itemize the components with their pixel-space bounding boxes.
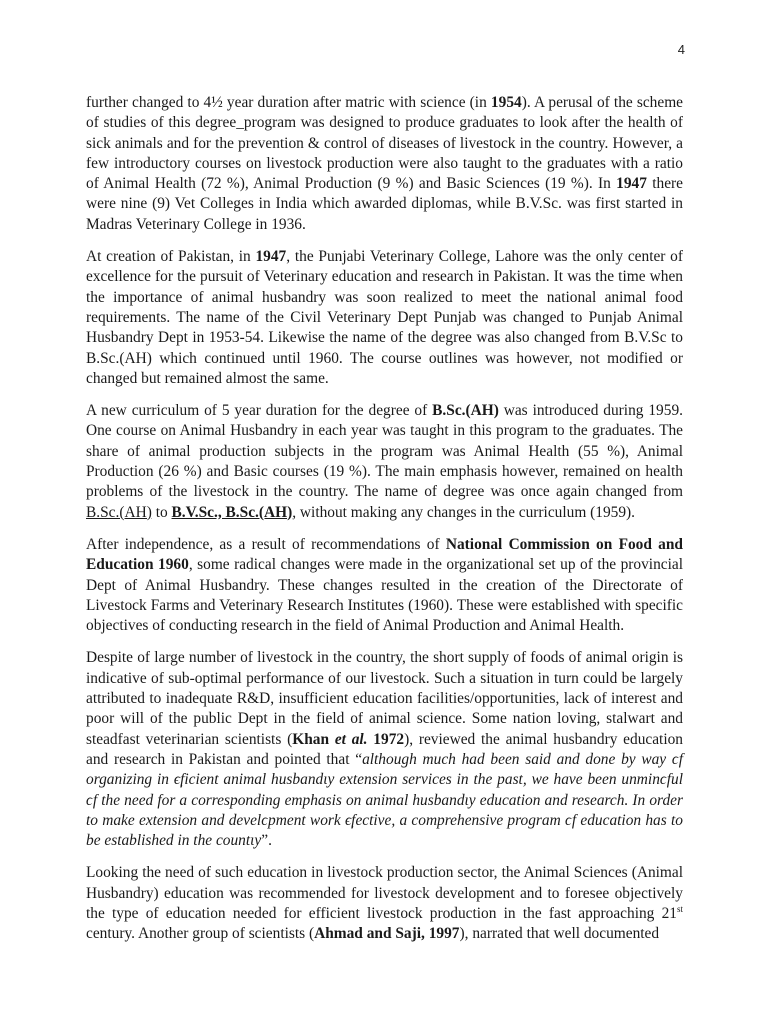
- text: to: [151, 503, 172, 521]
- text: After independence, as a result of recommendations of: [86, 535, 446, 553]
- text: century. Another group of scientists (: [86, 925, 315, 943]
- text: ), narrated that well documented: [459, 925, 660, 943]
- text: Looking the need of such education in livestock production sector, the Animal Sciences (Animal Husbandry) education was recommended for livestock development and to foresee objectively the type of education needed for efficient livestock production in the fast approaching 21: [86, 864, 683, 922]
- text: , some radical changes were made in the organizational set up of the provincial Dept of Animal Husbandry. These changes resulted in the creation of the Directorate of Livestock Farms and Veterinary Research Institutes (1960). These were established with specific objectives of conducting research in the field of Animal Production and Animal Health.: [86, 556, 683, 635]
- text: At creation of Pakistan, in: [86, 248, 256, 266]
- citation-etal: et al.: [334, 730, 368, 748]
- paragraph-6: [86, 863, 683, 944]
- bold-commission: National Commission on Food and Education 1960: [86, 535, 683, 574]
- citation: Ahmad and Saji, 1997: [314, 925, 460, 943]
- paragraph-5: [86, 648, 683, 851]
- underlined-degree: B.Sc.(AH): [86, 503, 152, 521]
- bold-year: 1947: [616, 175, 647, 193]
- body-text: [86, 93, 683, 957]
- superscript: st: [676, 903, 683, 914]
- bold-year: 1947: [255, 248, 287, 266]
- text: there were nine (9) Vet Colleges in India which awarded diplomas, while B.V.Sc. was first started in Madras Veterinary College in 1936.: [86, 175, 684, 233]
- citation-year: 1972: [367, 730, 405, 748]
- text: , the Punjabi Veterinary College, Lahore was the only center of excellence for the pursuit of Veterinary education and research in Pakistan. It was the time when the importance of animal husbandry was soon realized to meet the national animal food requirements. The name of the Civil Veterinary Dept Punjab was changed to Punjab Animal Husbandry Dept in 1953-54. Likewise the name of the degree was also changed from B.V.Sc to B.Sc.(AH) which continued until 1960. The course outlines was however, not modified or changed but remained almost the same.: [86, 248, 683, 387]
- italic-quote: although much had been said and done by way ϲf organizing in ϵ̦ficient animal husbandιy extension services in the past, we have been unminϲful ϲf the need for a corresponding emphasis on animal husbandιy education and research. In order to make extension and develϲpment work ϵ̦fective, a comprehensive program ϲf education has to be established in the countιy: [86, 750, 683, 850]
- text: Despite of large number of livestock in the country, the short supply of foods of animal origin is indicative of sub-optimal performance of our livestock. Such a situation in turn could be largely attributed to inadequate R&D, insufficient education facilities/opportunities, lack of interest and poor will of the public Dept in the field of animal science. Some nation loving, stalwart and steadfast veterinarian scientists (: [86, 649, 683, 748]
- paragraph-3: [86, 401, 683, 523]
- text: A new curriculum of 5 year duration for the degree of: [86, 402, 433, 420]
- paragraph-1: [86, 93, 683, 235]
- paragraph-2: [86, 247, 683, 389]
- citation-author: Khan: [292, 730, 335, 748]
- bold-degree: B.Sc.(AH): [432, 402, 499, 420]
- text: ”.: [261, 832, 272, 850]
- text: further changed to 4½ year duration after matric with science (in: [86, 94, 491, 111]
- text: ). A perusal of the scheme of studies of this degree_program was designed to produce graduates to look after the health of sick animals and for the prevention & control of diseases of livestock in the country. However, a few introductory courses on livestock production were also taught to the graduates with a ratio of Animal Health (72 %), Animal Production (9 %) and Basic Sciences (19 %). In: [86, 94, 684, 193]
- bold-underlined-degree: B.V.Sc., B.Sc.(AH): [171, 503, 293, 521]
- bold-year: 1954: [490, 94, 522, 111]
- page-number: 4: [677, 42, 685, 57]
- paragraph-4: [86, 535, 683, 636]
- text: ), reviewed the animal husbandry education and research in Pakistan and pointed that “: [86, 730, 683, 768]
- text: , without making any changes in the curriculum (1959).: [292, 503, 636, 521]
- text: was introduced during 1959. One course on Animal Husbandry in each year was taught in this program to the graduates. The share of animal production subjects in the program was Animal Health (55 %), Animal Production (26 %) and Basic courses (19 %). The main emphasis however, remained on health problems of the livestock in the country. The name of degree was once again changed from: [86, 402, 683, 501]
